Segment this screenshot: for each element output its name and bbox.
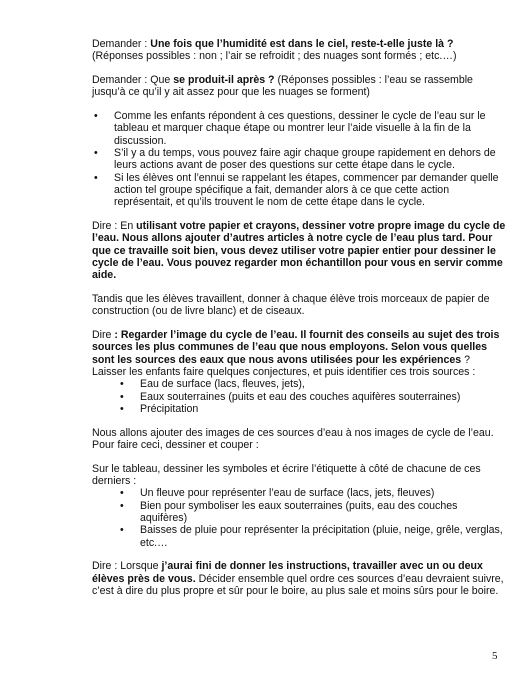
list-item: • Si les élèves ont l’ennui se rappelant les étapes, commencer par demander quelle action tel groupe spécifique a fait, demander alors à ce que cette action représentait, et qu’ils trouvent le nom de cette étape dans le cycle.	[92, 172, 506, 209]
paragraph-lead: Dire : En	[92, 220, 137, 233]
page-number: 5	[492, 650, 498, 662]
list-item: • Précipitation	[118, 403, 506, 415]
paragraph-water-sources	[92, 329, 506, 378]
page-body	[92, 38, 506, 597]
list-item: • Eaux souterraines (puits et eau des couches aquifères souterraines)	[118, 391, 506, 403]
teacher-instructions-list	[92, 110, 506, 208]
list-item: • Baisses de pluie pour représenter la précipitation (pluie, neige, grêle, verglas, etc.…	[118, 524, 506, 549]
paragraph-board-symbols: Sur le tableau, dessiner les symboles et écrire l’étiquette à côté de chacune de ces derniers :	[92, 462, 481, 488]
water-sources-list	[92, 378, 506, 415]
paragraph-materials: Tandis que les élèves travaillent, donner à chaque élève trois morceaux de papier de construction (ou de livre blanc) et de ciseaux.	[92, 293, 490, 318]
paragraph-lead: Dire : Lorsque	[92, 560, 162, 573]
list-item: • S’il y a du temps, vous pouvez faire agir chaque groupe rapidement en dehors de leurs actions avant de poser des questions sur cette étape dans le cycle.	[92, 147, 506, 172]
paragraph-add-images: Nous allons ajouter des images de ces sources d’eau à nos images de cycle de l’eau. Pour faire ceci, dessiner et couper :	[92, 426, 494, 452]
paragraph-rest: (Réponses possibles : non ; l’air se refroidit ; des nuages sont formés ; etc.…)	[92, 50, 457, 63]
list-item: • Bien pour symboliser les eaux souterraines (puits, eau des couches aquifères)	[118, 500, 506, 525]
paragraph-bold: j’aurai fini de donner les instructions, travailler avec un ou deux élèves près de vous.	[92, 560, 483, 585]
symbols-list	[92, 487, 506, 548]
list-item: • Eau de surface (lacs, fleuves, jets),	[118, 378, 506, 390]
list-item: • Comme les enfants répondent à ces questions, dessiner le cycle de l’eau sur le tableau et marquer chaque étape ou montrer leur l’aide visuelle à la fin de la discussion.	[92, 110, 506, 147]
paragraph-bold: se produit-il après ?	[173, 74, 275, 87]
paragraph-draw-water-cycle	[92, 220, 506, 281]
paragraph-rest: Décider ensemble quel ordre ces sources d’eau devraient suivre, c’est à dire du plus propre et sûr pour le boire, au plus sale et moins sûrs pour le boire.	[92, 572, 504, 597]
list-item: • Un fleuve pour représenter l’eau de surface (lacs, jets, fleuves)	[118, 487, 506, 499]
paragraph-humidity-question	[92, 38, 506, 63]
paragraph-bold: utilisant votre papier et crayons, dessiner votre propre image du cycle de l’eau. Nous allons ajouter d’autres articles à notre cycle de l’eau plus tard. Pour que ce travaille soit bien, vous devez utiliser votre papier entier pour dessiner le cycle de l’eau. Vous pouvez regarder mon échantillon pour vous en servir comme aide.	[92, 220, 506, 282]
paragraph-lead: Demander :	[92, 38, 151, 50]
paragraph-rest: ? Laisser les enfants faire quelques conjectures, et puis identifier ces trois sources :	[92, 353, 476, 379]
paragraph-rest: (Réponses possibles : l’eau se rassemble jusqu’à ce qu’il y ait assez pour que les nuages se forment)	[92, 74, 473, 99]
paragraph-lead: Demander : Que	[92, 74, 174, 87]
paragraph-bold: : Regarder l’image du cycle de l’eau. Il fournit des conseils au sujet des trois sources les plus communes de l’eau que nous employons. Selon vous quelles sont les sources des eaux que nous avons utilisées pour les expériences	[92, 329, 500, 366]
paragraph-pair-work	[92, 560, 506, 597]
paragraph-lead: Dire	[92, 329, 115, 342]
paragraph-bold: Une fois que l’humidité est dans le ciel, reste-t-elle juste là ?	[150, 38, 454, 50]
paragraph-what-next-question	[92, 74, 506, 99]
